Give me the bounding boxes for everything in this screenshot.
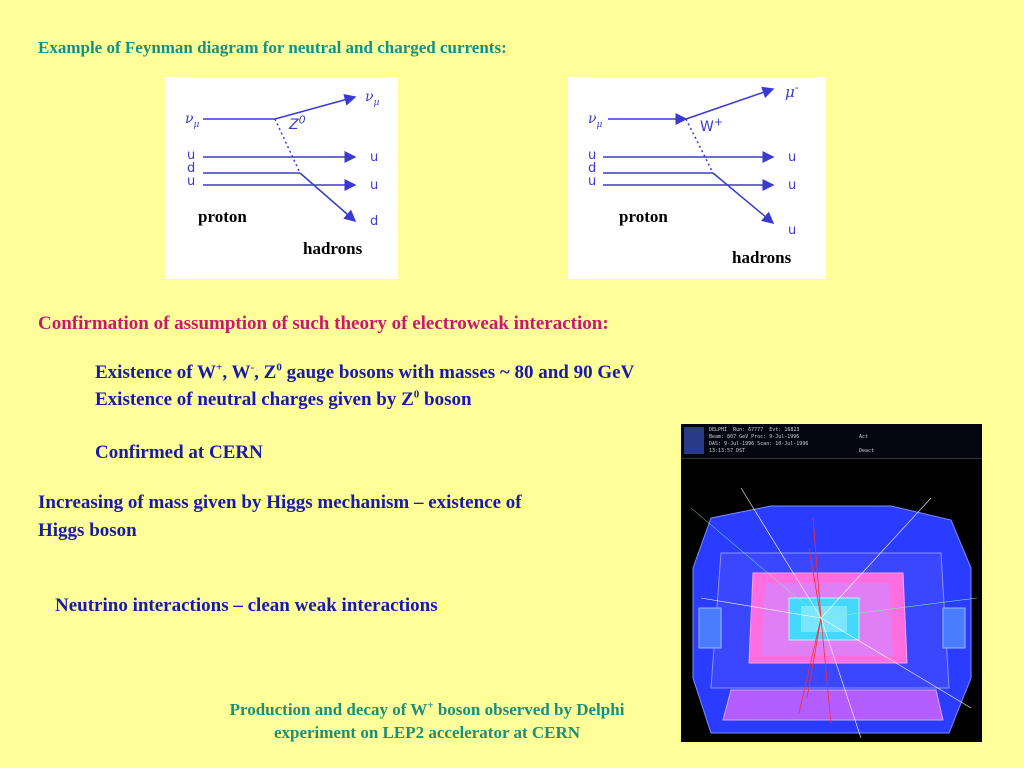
muon-label: μ- bbox=[785, 81, 799, 101]
proton-quarks-left: u d u bbox=[187, 148, 196, 189]
caption-line-1: Production and decay of W+ boson observed by Delphi bbox=[229, 699, 625, 719]
event-header-act: Act bbox=[859, 434, 869, 440]
event-caption bbox=[180, 698, 674, 744]
quark-out-1: u bbox=[788, 150, 797, 165]
event-header-row-3: 13:13:57 DST bbox=[709, 448, 746, 454]
quark-out-3: d bbox=[370, 214, 379, 229]
caption-line-2: experiment on LEP2 accelerator at CERN bbox=[273, 723, 581, 742]
proton-quarks-left: u d u bbox=[588, 148, 597, 189]
neutrino-out-line bbox=[275, 97, 355, 119]
confirmed-line: Confirmed at CERN bbox=[95, 442, 263, 463]
feynman-diagram-charged bbox=[568, 77, 826, 279]
event-header-row-1: Beam: 807 GeV Proc: 9-Jul-1996 bbox=[709, 434, 800, 440]
detector-drawing bbox=[681, 458, 982, 742]
hadrons-label: hadrons bbox=[303, 239, 363, 258]
incoming-neutrino-label: $\nu_\mu$ bbox=[185, 111, 200, 130]
page-heading: Example of Feynman diagram for neutral and charged currents: bbox=[38, 38, 507, 57]
delphi-logo-icon bbox=[684, 427, 704, 454]
feynman-diagram-neutral bbox=[165, 77, 398, 279]
proton-label: proton bbox=[198, 207, 247, 226]
higgs-line-1: Increasing of mass given by Higgs mechanism – existence of bbox=[38, 492, 522, 513]
quark-out-2: u bbox=[788, 178, 797, 193]
z-boson-label: $Z^0$ bbox=[289, 113, 306, 133]
proton-label: proton bbox=[619, 207, 668, 226]
outgoing-neutrino-label: $\nu_\mu$ bbox=[365, 89, 380, 108]
confirmation-heading: Confirmation of assumption of such theory of electroweak interaction: bbox=[38, 313, 609, 334]
quark-line-2-out bbox=[300, 173, 355, 221]
event-header bbox=[681, 424, 982, 459]
existence-neutral-line: Existence of neutral charges given by $Z^0$ boson bbox=[95, 388, 472, 410]
incoming-neutrino-label: $\nu_\mu$ bbox=[588, 111, 603, 130]
quark-out-3: u bbox=[788, 223, 797, 238]
delphi-event-display bbox=[681, 424, 982, 742]
higgs-line-2: Higgs boson bbox=[38, 520, 137, 541]
event-header-row-2: DAS: 9-Jul-1996 Scan: 10-Jul-1996 bbox=[709, 441, 809, 447]
w-boson-label: W+ bbox=[700, 115, 724, 135]
muon-out-line bbox=[686, 89, 773, 119]
existence-bosons-line: Existence of W+, W-, $Z^0$ gauge bosons with masses ~ 80 and 90 GeV bbox=[95, 361, 635, 383]
quark-out-1: u bbox=[370, 150, 379, 165]
event-header-deact: Deact bbox=[859, 448, 875, 454]
quark-line-2-out bbox=[713, 173, 773, 223]
neutrino-line: Neutrino interactions – clean weak interactions bbox=[55, 595, 438, 616]
feynman-neutral-svg bbox=[165, 77, 398, 279]
hadrons-label: hadrons bbox=[732, 248, 792, 267]
event-header-runline: DELPHI Run: 67777 Evt: 16823 bbox=[709, 427, 800, 433]
quark-out-2: u bbox=[370, 178, 379, 193]
